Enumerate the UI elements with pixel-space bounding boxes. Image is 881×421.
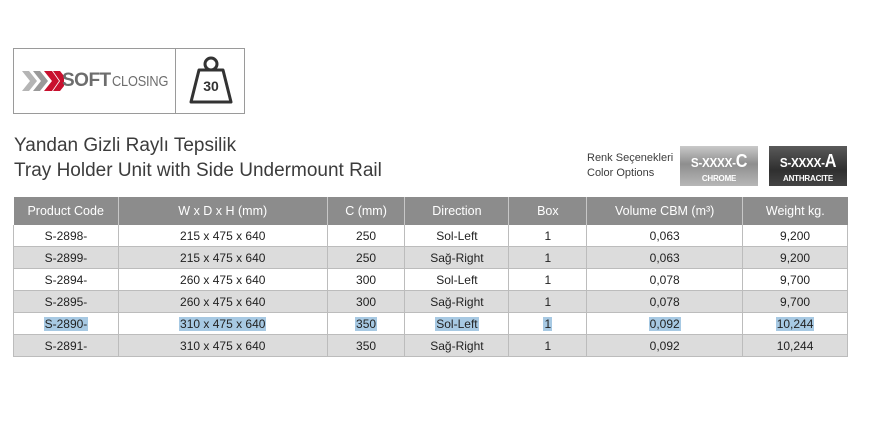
cell-c: 300 (327, 269, 405, 291)
cell-c: 300 (327, 291, 405, 313)
cell-box: 1 (509, 335, 587, 357)
swatch-code: S-XXXX-C (690, 151, 748, 171)
header-weight: Weight kg. (743, 197, 848, 225)
cell-volume: 0,078 (587, 269, 743, 291)
header-volume: Volume CBM (m³) (587, 197, 743, 225)
color-swatch-anthracite (769, 146, 847, 186)
cell-direction: Sol-Left (405, 225, 509, 247)
cell-c: 250 (327, 225, 405, 247)
cell-box: 1 (509, 247, 587, 269)
table-header-row (14, 197, 848, 225)
feature-logo-box (13, 48, 245, 114)
header-box: Box (509, 197, 587, 225)
weight-capacity-value: 30 (203, 78, 219, 94)
cell-weight: 9,200 (743, 225, 848, 247)
cell-c: 350 (327, 313, 405, 335)
table-row (14, 225, 848, 247)
cell-volume: 0,092 (587, 335, 743, 357)
cell-weight: 9,700 (743, 269, 848, 291)
cell-direction: Sol-Left (405, 313, 509, 335)
cell-weight: 9,700 (743, 291, 848, 313)
product-table (13, 197, 848, 357)
cell-product-code: S-2899- (14, 247, 119, 269)
cell-direction: Sol-Left (405, 269, 509, 291)
color-swatch-chrome (680, 146, 758, 186)
soft-closing-logo (22, 69, 178, 93)
soft-closing-chevron-icon (22, 69, 64, 93)
color-options-label-en: Color Options (587, 167, 655, 179)
cell-box: 1 (509, 313, 587, 335)
cell-c: 350 (327, 335, 405, 357)
swatch-name: CHROME (701, 174, 737, 183)
swatch-code: S-XXXX-A (779, 151, 837, 171)
cell-product-code: S-2898- (14, 225, 119, 247)
cell-volume: 0,063 (587, 247, 743, 269)
table-row (14, 335, 848, 357)
cell-volume: 0,078 (587, 291, 743, 313)
cell-box: 1 (509, 291, 587, 313)
cell-volume: 0,063 (587, 225, 743, 247)
cell-product-code: S-2890- (14, 313, 119, 335)
cell-dimensions: 260 x 475 x 640 (118, 291, 327, 313)
table-row (14, 291, 848, 313)
cell-product-code: S-2894- (14, 269, 119, 291)
cell-direction: Sağ-Right (405, 247, 509, 269)
cell-dimensions: 260 x 475 x 640 (118, 269, 327, 291)
page-title-turkish: Yandan Gizli Raylı Tepsilik (14, 135, 237, 156)
cell-product-code: S-2895- (14, 291, 119, 313)
header-product-code: Product Code (14, 197, 119, 225)
cell-c: 250 (327, 247, 405, 269)
header-direction: Direction (405, 197, 509, 225)
cell-dimensions: 215 x 475 x 640 (118, 225, 327, 247)
cell-weight: 10,244 (743, 313, 848, 335)
cell-direction: Sağ-Right (405, 291, 509, 313)
table-row (14, 313, 848, 335)
cell-weight: 10,244 (743, 335, 848, 357)
cell-volume: 0,092 (587, 313, 743, 335)
brand-light-text: CLOSING (111, 72, 168, 90)
cell-dimensions: 215 x 475 x 640 (118, 247, 327, 269)
header-dimensions: W x D x H (mm) (118, 197, 327, 225)
logo-divider (175, 49, 176, 113)
cell-weight: 9,200 (743, 247, 848, 269)
cell-product-code: S-2891- (14, 335, 119, 357)
cell-direction: Sağ-Right (405, 335, 509, 357)
cell-dimensions: 310 x 475 x 640 (118, 335, 327, 357)
cell-box: 1 (509, 225, 587, 247)
header-c: C (mm) (327, 197, 405, 225)
table-row (14, 247, 848, 269)
cell-box: 1 (509, 269, 587, 291)
table-row (14, 269, 848, 291)
cell-dimensions: 310 x 475 x 640 (118, 313, 327, 335)
brand-bold-text: SOFT (62, 70, 111, 91)
color-options-label-tr: Renk Seçenekleri (587, 152, 674, 164)
page-title-english: Tray Holder Unit with Side Undermount Rail (14, 160, 382, 181)
swatch-name: ANTHRACITE (783, 174, 833, 183)
